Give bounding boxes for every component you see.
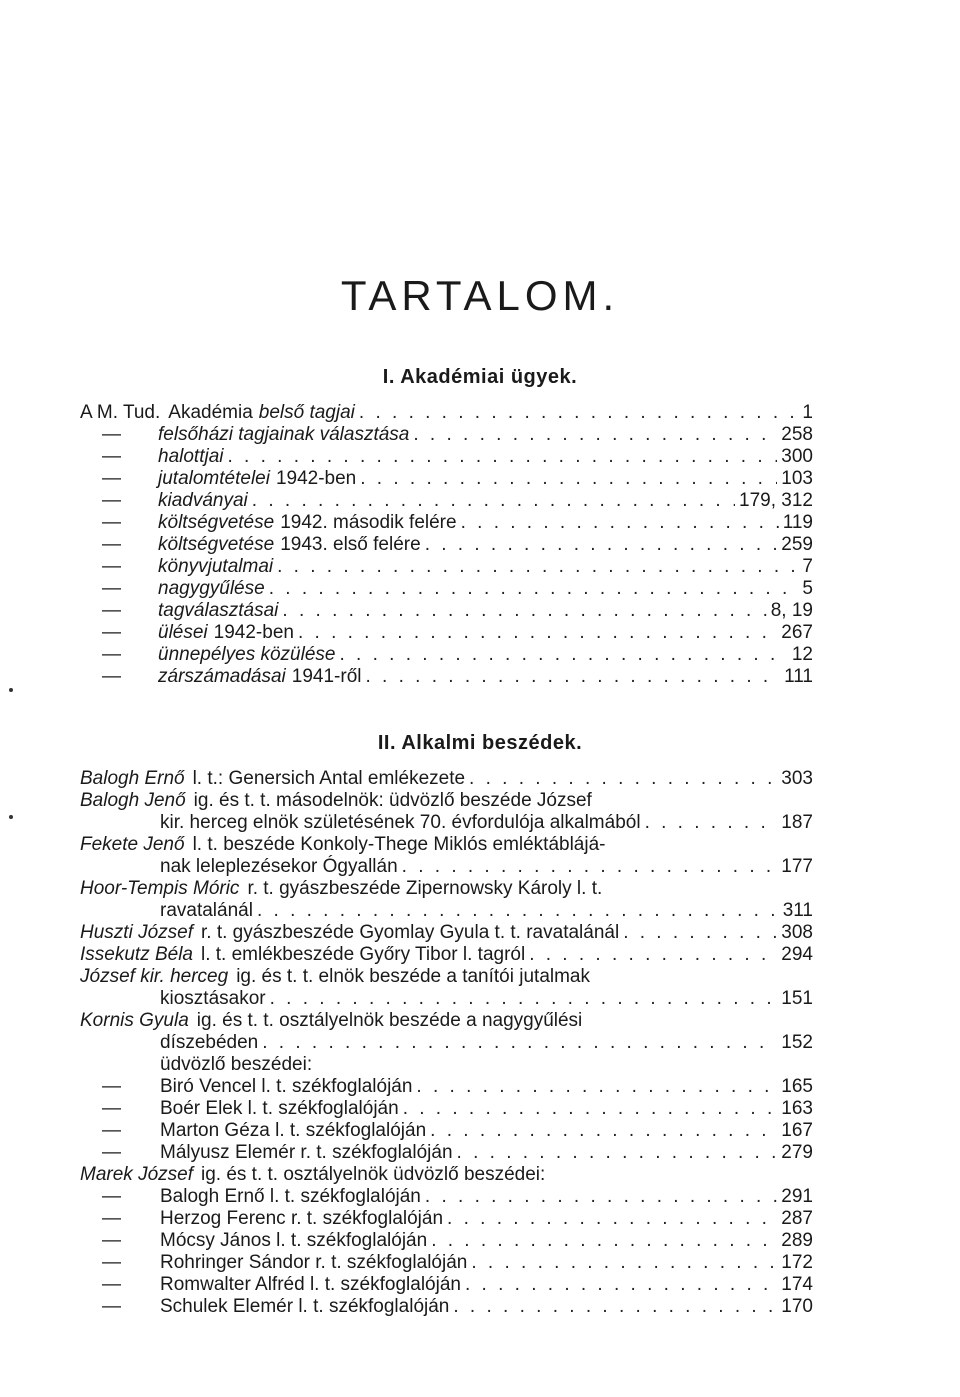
toc-section-2 [80, 768, 813, 1318]
row-text: ig. és t. t. osztályelnök beszéde a nagygyűlési [196, 1010, 583, 1031]
leader-dots [413, 424, 777, 446]
dash-mark: — [102, 1098, 121, 1119]
row-text-italic: nagygyűlése [158, 578, 265, 599]
dash-mark: — [102, 468, 121, 489]
toc-row [80, 768, 813, 790]
page-number: 172 [781, 1252, 813, 1273]
page-number: 303 [781, 768, 813, 789]
dash-mark: — [102, 1208, 121, 1229]
page-number: 163 [781, 1098, 813, 1119]
leader-dots [257, 900, 779, 922]
dash-mark: — [102, 556, 121, 577]
row-text-italic: könyvjutalmai [158, 556, 274, 577]
leader-dots [645, 812, 778, 834]
leader-dots [431, 1230, 777, 1252]
row-lead-author: Balogh Jenő [80, 790, 186, 811]
row-text: Biró Vencel l. t. székfoglalóján [160, 1076, 413, 1097]
leader-dots [447, 1208, 777, 1230]
leader-dots [465, 1274, 777, 1296]
row-lead-author: Huszti József [80, 922, 193, 943]
toc-row [80, 856, 813, 878]
leader-dots [469, 768, 777, 790]
leader-dots [529, 944, 777, 966]
row-text-italic: ülései [158, 622, 208, 643]
dash-mark: — [102, 1142, 121, 1163]
row-text: l. t.: Genersich Antal emlékezete [192, 768, 466, 789]
page-number: 279 [781, 1142, 813, 1163]
dash-mark: — [102, 1186, 121, 1207]
toc-row [80, 534, 813, 556]
dash-mark: — [102, 1076, 121, 1097]
page-number: 179, 312 [739, 490, 813, 511]
leader-dots [457, 1142, 778, 1164]
toc-row [80, 1208, 813, 1230]
row-text-italic: felsőházi tagjainak választása [158, 424, 410, 445]
toc-row [80, 600, 813, 622]
row-text: ig. és t. t. elnök beszéde a tanítói jutalmak [236, 966, 590, 987]
row-lead: A M. Tud. [80, 402, 161, 423]
row-text: Boér Elek l. t. székfoglalóján [160, 1098, 399, 1119]
margin-dot [9, 688, 13, 692]
toc-section-1 [80, 402, 813, 688]
toc-row [80, 1186, 813, 1208]
row-text: Balogh Ernő l. t. székfoglalóján [160, 1186, 421, 1207]
toc-row [80, 1054, 813, 1076]
row-text: Rohringer Sándor r. t. székfoglalóján [160, 1252, 468, 1273]
row-lead-author: Issekutz Béla [80, 944, 193, 965]
row-text: 1942. második felére [280, 512, 457, 533]
page-number: 187 [781, 812, 813, 833]
dash-mark: — [102, 1120, 121, 1141]
row-text: Herzog Ferenc r. t. székfoglalóján [160, 1208, 444, 1229]
leader-dots [339, 644, 787, 666]
row-text: 1942-ben [275, 468, 357, 489]
row-text: díszebéden [160, 1032, 259, 1053]
toc-row [80, 1274, 813, 1296]
page-number: 165 [781, 1076, 813, 1097]
dash-mark: — [102, 1296, 121, 1317]
dash-mark: — [102, 1274, 121, 1295]
row-text: 1943. első felére [280, 534, 421, 555]
leader-dots [403, 1098, 778, 1120]
row-text-italic: ünnepélyes közülése [158, 644, 336, 665]
toc-row [80, 790, 813, 812]
row-text: 1942-ben [213, 622, 294, 643]
toc-row [80, 922, 813, 944]
row-text: Marton Géza l. t. székfoglalóján [160, 1120, 427, 1141]
page-number: 267 [781, 622, 813, 643]
leader-dots [425, 534, 778, 556]
dash-mark: — [102, 578, 121, 599]
leader-dots [430, 1120, 777, 1142]
page-number: 177 [781, 856, 813, 877]
row-text: r. t. gyászbeszéde Gyomlay Gyula t. t. ravatalánál [200, 922, 620, 943]
toc-row [80, 1032, 813, 1054]
leader-dots [366, 666, 781, 688]
row-lead-author: József kir. herceg [80, 966, 229, 987]
page-number: 167 [781, 1120, 813, 1141]
leader-dots [282, 600, 766, 622]
toc-row [80, 988, 813, 1010]
section-heading-1: I. Akadémiai ügyek. [382, 366, 578, 388]
page-number: 300 [781, 446, 813, 467]
toc-row [80, 578, 813, 600]
row-text: Mályusz Elemér r. t. székfoglalóján [160, 1142, 453, 1163]
toc-row [80, 1296, 813, 1318]
row-text: l. t. beszéde Konkoly-Thege Miklós emléktáblájá- [192, 834, 606, 855]
page-number: 1 [802, 402, 813, 423]
dash-mark: — [102, 622, 121, 643]
dash-mark: — [102, 534, 121, 555]
row-text-italic: zárszámadásai [158, 666, 286, 687]
toc-row [80, 1164, 813, 1186]
row-text: Romwalter Alfréd l. t. székfoglalóján [160, 1274, 461, 1295]
toc-row [80, 512, 813, 534]
row-text: kiosztásakor [160, 988, 266, 1009]
leader-dots [461, 512, 779, 534]
toc-row [80, 834, 813, 856]
row-text: Mócsy János l. t. székfoglalóján [160, 1230, 428, 1251]
page-number: 5 [802, 578, 813, 599]
toc-row [80, 402, 813, 424]
leader-dots [453, 1296, 777, 1318]
row-text: kir. herceg elnök születésének 70. évfordulója alkalmából [160, 812, 641, 833]
toc-row [80, 1252, 813, 1274]
page-number: 12 [791, 644, 813, 665]
toc-row [80, 556, 813, 578]
page-number: 151 [781, 988, 813, 1009]
row-text-italic: halottjai [158, 446, 224, 467]
margin-dot [9, 815, 13, 819]
toc-row [80, 666, 813, 688]
row-text-italic: tagválasztásai [158, 600, 279, 621]
toc-row [80, 1230, 813, 1252]
toc-row [80, 622, 813, 644]
toc-row [80, 446, 813, 468]
leader-dots [623, 922, 777, 944]
toc-row [80, 468, 813, 490]
row-text-italic: jutalomtételei [158, 468, 270, 489]
row-lead-author: Fekete Jenő [80, 834, 185, 855]
page-number: 7 [802, 556, 813, 577]
toc-row [80, 644, 813, 666]
dash-mark: — [102, 1252, 121, 1273]
row-lead-author: Hoor-Tempis Móric [80, 878, 240, 899]
toc-row [80, 490, 813, 512]
dash-mark: — [102, 666, 121, 687]
toc-row [80, 1076, 813, 1098]
toc-row [80, 966, 813, 988]
page-number: 170 [781, 1296, 813, 1317]
page-number: 8, 19 [770, 600, 813, 621]
section-heading-2: II. Alkalmi beszédek. [377, 732, 583, 754]
page-number: 111 [784, 666, 813, 687]
leader-dots [359, 402, 799, 424]
row-text-italic: kiadványai [158, 490, 248, 511]
toc-row [80, 900, 813, 922]
leader-dots [402, 856, 778, 878]
dash-mark: — [102, 600, 121, 621]
leader-dots [298, 622, 777, 644]
page-number: 294 [781, 944, 813, 965]
dash-mark: — [102, 1230, 121, 1251]
row-text-italic: költségvetése [158, 534, 275, 555]
dash-mark: — [102, 446, 121, 467]
row-text: r. t. gyászbeszéde Zipernowsky Károly l. t. [247, 878, 603, 899]
leader-dots [252, 490, 735, 512]
row-text: ig. és t. t. másodelnök: üdvözlő beszéde József [193, 790, 592, 811]
dash-mark: — [102, 490, 121, 511]
page-number: 289 [781, 1230, 813, 1251]
page-number: 258 [781, 424, 813, 445]
row-lead-author: Balogh Ernő [80, 768, 185, 789]
row-text-italic: költségvetése [158, 512, 275, 533]
toc-row [80, 1142, 813, 1164]
toc-row [80, 1120, 813, 1142]
toc-row [80, 944, 813, 966]
dash-mark: — [102, 424, 121, 445]
leader-dots [228, 446, 778, 468]
row-text: 1941-ről [291, 666, 362, 687]
leader-dots [471, 1252, 777, 1274]
page-number: 291 [781, 1186, 813, 1207]
page-number: 152 [781, 1032, 813, 1053]
page-number: 287 [781, 1208, 813, 1229]
leader-dots [360, 468, 777, 490]
toc-row [80, 878, 813, 900]
leader-dots [277, 556, 798, 578]
row-text-italic: belső tagjai [258, 402, 355, 423]
leader-dots [269, 578, 799, 600]
leader-dots [262, 1032, 777, 1054]
dash-mark: — [102, 644, 121, 665]
page-title: TARTALOM. [340, 272, 620, 319]
page-number: 103 [781, 468, 813, 489]
leader-dots [270, 988, 778, 1010]
leader-dots [416, 1076, 777, 1098]
page-number: 311 [782, 900, 813, 921]
page-number: 308 [781, 922, 813, 943]
page-number: 119 [782, 512, 813, 533]
row-text: ravatalánál [160, 900, 253, 921]
row-text: Akadémia [168, 402, 253, 423]
row-text: üdvözlő beszédei: [160, 1054, 313, 1075]
row-text: nak leleplezésekor Ógyallán [160, 856, 398, 877]
toc-row [80, 812, 813, 834]
toc-row [80, 424, 813, 446]
page-number: 259 [781, 534, 813, 555]
row-lead-author: Kornis Gyula [80, 1010, 189, 1031]
row-text: Schulek Elemér l. t. székfoglalóján [160, 1296, 450, 1317]
toc-row [80, 1098, 813, 1120]
page-number: 174 [781, 1274, 813, 1295]
row-lead-author: Marek József [80, 1164, 193, 1185]
toc-row [80, 1010, 813, 1032]
leader-dots [425, 1186, 777, 1208]
dash-mark: — [102, 512, 121, 533]
row-text: ig. és t. t. osztályelnök üdvözlő beszédei: [200, 1164, 546, 1185]
row-text: l. t. emlékbeszéde Győry Tibor l. tagról [201, 944, 526, 965]
